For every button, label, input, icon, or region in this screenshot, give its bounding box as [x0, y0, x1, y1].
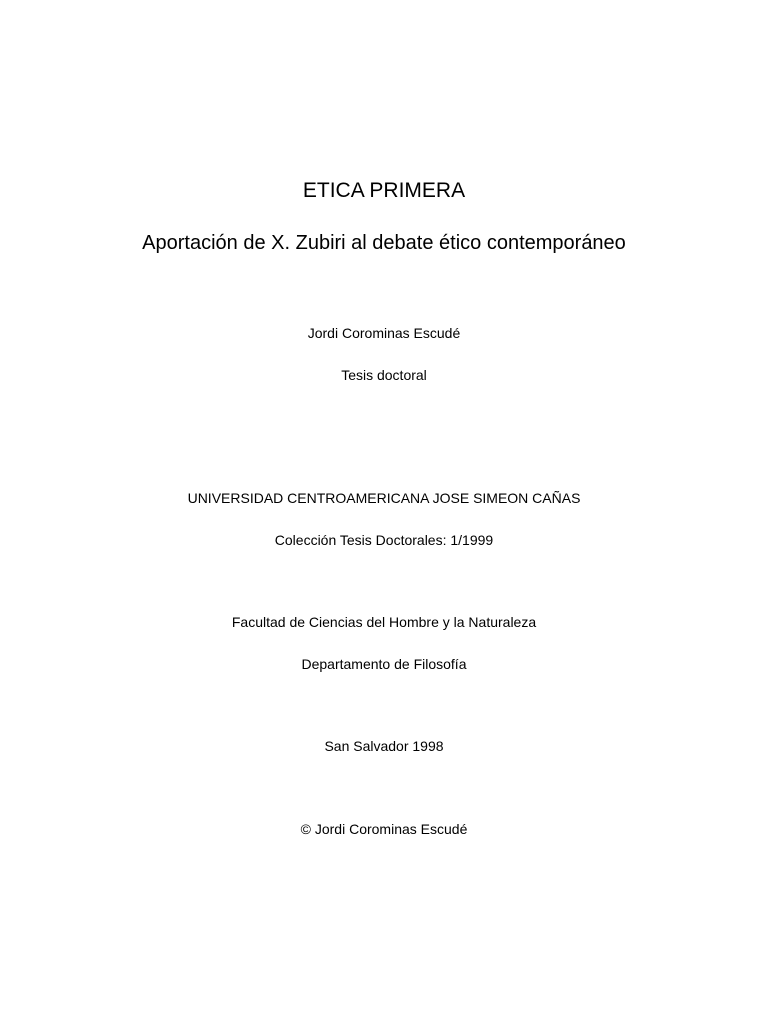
author-name: Jordi Corominas Escudé: [307, 325, 461, 341]
university-name: UNIVERSIDAD CENTROAMERICANA JOSE SIMEON CAÑAS: [187, 490, 581, 506]
document-subtitle: Aportación de X. Zubiri al debate ético contemporáneo: [142, 232, 626, 254]
department-name: Departamento de Filosofía: [301, 656, 467, 672]
collection-info: Colección Tesis Doctorales: 1/1999: [274, 532, 494, 548]
faculty-name: Facultad de Ciencias del Hombre y la Naturaleza: [231, 614, 537, 630]
document-title: ETICA PRIMERA: [302, 179, 466, 202]
place-and-year: San Salvador 1998: [324, 738, 444, 754]
document-type: Tesis doctoral: [341, 367, 427, 383]
copyright-notice: © Jordi Corominas Escudé: [300, 821, 468, 837]
